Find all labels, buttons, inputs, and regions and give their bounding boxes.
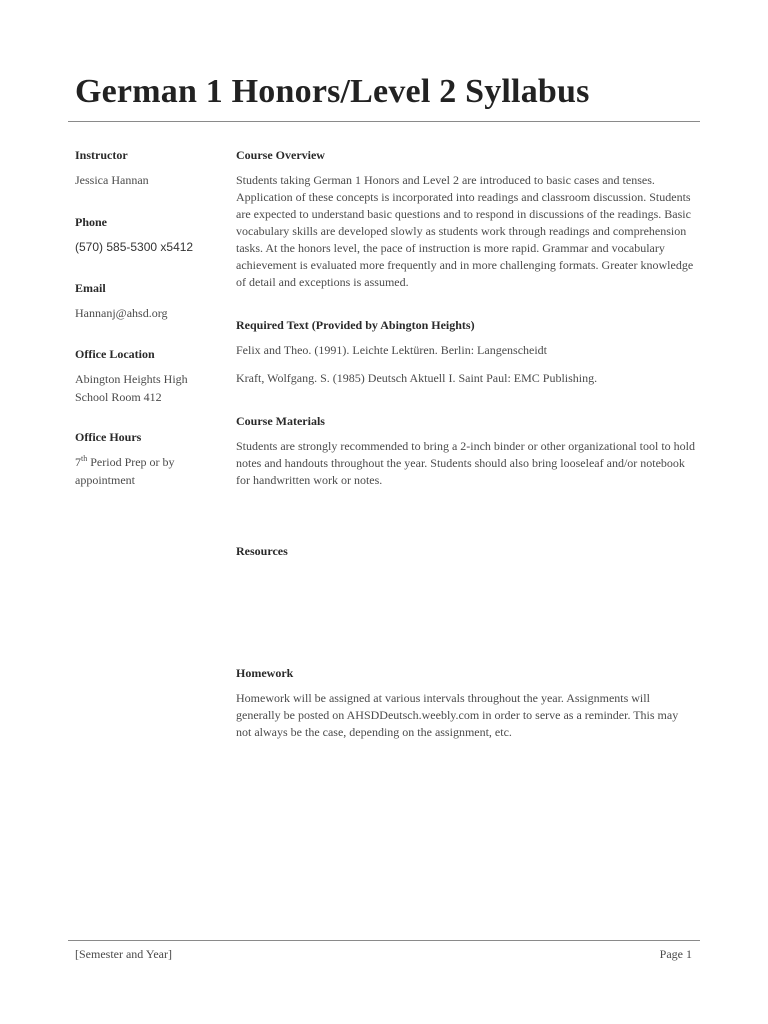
page-title: German 1 Honors/Level 2 Syllabus (75, 73, 590, 110)
homework-text: Homework will be assigned at various intervals throughout the year. Assignments will generally be posted on AHSDDeutsch.weebly.com in order to serve as a reminder. This may not always be the case, depending on the assignment, etc. (236, 691, 679, 739)
instructor-value: Jessica Hannan (75, 173, 149, 187)
sidebar (75, 146, 225, 489)
homework-heading: Homework (236, 666, 294, 680)
required-text-heading: Required Text (Provided by Abington Heights) (236, 318, 475, 332)
resources-heading: Resources (236, 544, 288, 558)
office-location-line2: School Room 412 (75, 390, 162, 404)
title-divider (68, 121, 700, 122)
instructor-label: Instructor (75, 148, 128, 162)
course-materials-heading: Course Materials (236, 414, 325, 428)
course-overview-heading: Course Overview (236, 148, 325, 162)
phone-value: (570) 585-5300 x5412 (75, 240, 194, 254)
required-text-item-1: Felix and Theo. (1991). Leichte Lektüren. Berlin: Langenscheidt (236, 343, 548, 357)
footer-divider (68, 940, 700, 941)
email-label: Email (75, 281, 106, 295)
email-value[interactable]: Hannanj@ahsd.org (75, 306, 168, 320)
office-location-block (75, 345, 225, 406)
office-location-label: Office Location (75, 347, 155, 361)
required-text-item-2: Kraft, Wolfgang. S. (1985) Deutsch Aktuell I. Saint Paul: EMC Publishing. (236, 371, 598, 385)
course-materials-text: Students are strongly recommended to bring a 2-inch binder or other organizational tool to hold notes and handouts throughout the year. Students should also bring looseleaf and/or notebook for handwritten work or notes. (236, 439, 695, 487)
instructor-block (75, 146, 225, 189)
office-hours-number: 7 (75, 455, 81, 469)
course-overview-text: Students taking German 1 Honors and Level 2 are introduced to basic cases and tenses. Application of these concepts is incorporated into readings and classroom discussion. Students are expected to understand basic questions and to respond in discussions of the readings. Basic vocabulary skills are developed slowly as students work through readings and comprehension tasks. At the honors level, the pace of instruction is more rapid. Grammar and vocabulary achievement is evaluated more frequently and in more challenging formats. Greater knowledge of detail and exceptions is assumed. (236, 173, 694, 289)
main-content (236, 146, 696, 741)
phone-label: Phone (75, 215, 108, 229)
office-hours-line1-rest: Period Prep or by (87, 455, 175, 469)
office-location-line1: Abington Heights High (75, 372, 188, 386)
email-block (75, 279, 225, 322)
office-hours-block (75, 428, 225, 489)
footer-semester: [Semester and Year] (75, 947, 172, 961)
phone-block (75, 213, 225, 256)
office-hours-label: Office Hours (75, 430, 142, 444)
footer-page-number: Page 1 (659, 947, 692, 961)
office-hours-line1 (75, 453, 225, 471)
office-hours-ordinal: th (81, 454, 88, 463)
office-hours-line2: appointment (75, 473, 135, 487)
